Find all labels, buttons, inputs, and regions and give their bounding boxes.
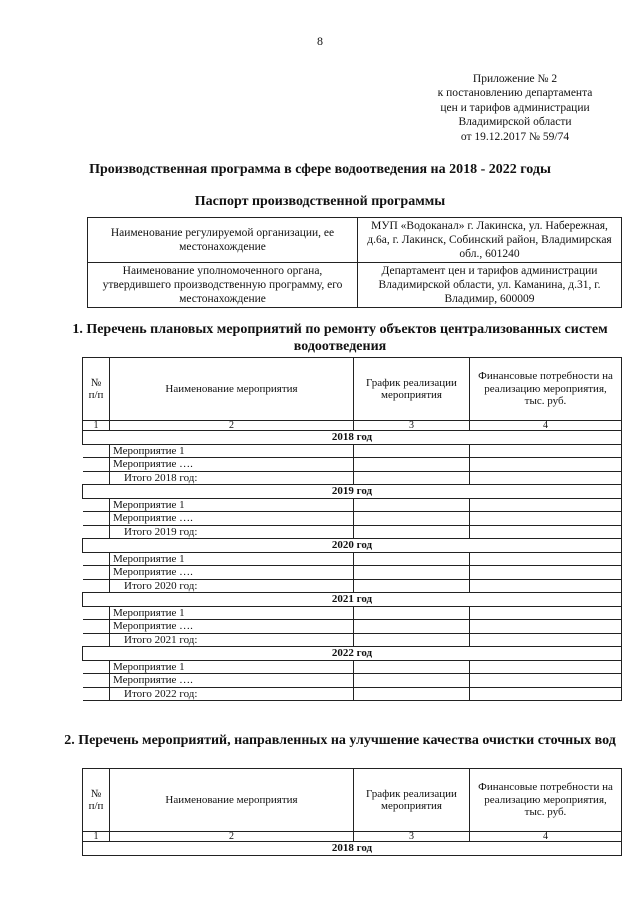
schedule-cell [354,512,470,526]
schedule-cell [354,566,470,580]
passport-label: Наименование регулируемой организации, ее местонахождение [88,218,358,263]
column-number: 2 [110,832,354,842]
schedule-cell [354,674,470,688]
row-number-cell [83,579,110,593]
activity-name: Мероприятие …. [110,620,354,634]
year-row [83,431,622,445]
row-number-cell [83,620,110,634]
column-number: 3 [354,832,470,842]
column-number-row [83,832,622,842]
year-row [83,647,622,661]
table-header-row [83,769,622,832]
schedule-cell [354,620,470,634]
total-row [83,633,622,647]
schedule-cell [354,633,470,647]
activity-name: Мероприятие 1 [110,552,354,566]
finance-cell [470,687,622,701]
total-label: Итого 2018 год: [110,471,354,485]
finance-cell [470,525,622,539]
year-label: 2021 год [83,593,622,607]
table-header-row [83,358,622,421]
row-number-cell [83,525,110,539]
column-number: 1 [83,421,110,431]
document-title: Производственная программа в сфере водоотведения на 2018 - 2022 годы [89,162,551,177]
table-row [83,674,622,688]
column-number: 1 [83,832,110,842]
row-number-cell [83,471,110,485]
appendix-line: от 19.12.2017 № 59/74 [460,130,570,143]
row-number-cell [83,498,110,512]
total-row [83,471,622,485]
finance-cell [470,606,622,620]
row-number-cell [83,458,110,472]
year-label: 2018 год [83,842,622,856]
row-number-cell [83,633,110,647]
activity-name: Мероприятие …. [110,674,354,688]
total-label: Итого 2019 год: [110,525,354,539]
schedule-cell [354,458,470,472]
year-row [83,539,622,553]
table-row [83,498,622,512]
passport-value: Департамент цен и тарифов администрации Владимирской области, ул. Каманина, д.31, г. Владимир, 600009 [358,263,622,308]
row-number-cell [83,566,110,580]
year-label: 2020 год [83,539,622,553]
schedule-cell [354,471,470,485]
column-number: 3 [354,421,470,431]
row-number-cell [83,606,110,620]
total-label: Итого 2021 год: [110,633,354,647]
header-cell: № п/п [83,769,110,832]
finance-cell [470,498,622,512]
table-row [83,620,622,634]
section2-table [82,768,622,856]
activity-name: Мероприятие 1 [110,606,354,620]
column-number: 2 [110,421,354,431]
passport-table [87,217,622,308]
year-row [83,485,622,499]
appendix-line: Владимирской области [458,116,572,129]
schedule-cell [354,498,470,512]
activity-name: Мероприятие …. [110,566,354,580]
table-row [83,660,622,674]
total-row [83,525,622,539]
schedule-cell [354,660,470,674]
activity-name: Мероприятие 1 [110,660,354,674]
table-row [83,552,622,566]
activity-name: Мероприятие 1 [110,498,354,512]
total-row [83,579,622,593]
table-row [83,512,622,526]
header-cell: Финансовые потребности на реализацию мероприятия, тыс. руб. [470,358,622,421]
header-cell: График реализации мероприятия [354,769,470,832]
finance-cell [470,579,622,593]
passport-label: Наименование уполномоченного органа, утвердившего производственную программу, его местонахождение [88,263,358,308]
appendix-line: к постановлению департамента [437,87,593,100]
header-cell: График реализации мероприятия [354,358,470,421]
table-row [88,263,622,308]
section1-table [82,357,622,701]
activity-name: Мероприятие 1 [110,444,354,458]
year-label: 2019 год [83,485,622,499]
row-number-cell [83,512,110,526]
row-number-cell [83,660,110,674]
row-number-cell [83,552,110,566]
section1-title: 1. Перечень плановых мероприятий по ремонту объектов централизованных систем водоотведения [72,322,608,354]
schedule-cell [354,606,470,620]
schedule-cell [354,579,470,593]
header-cell: Наименование мероприятия [110,769,354,832]
table-row [83,566,622,580]
total-row [83,687,622,701]
year-label: 2022 год [83,647,622,661]
year-label: 2018 год [83,431,622,445]
schedule-cell [354,687,470,701]
total-label: Итого 2020 год: [110,579,354,593]
finance-cell [470,512,622,526]
finance-cell [470,552,622,566]
section2-title: 2. Перечень мероприятий, направленных на улучшение качества очистки сточных вод [64,733,616,748]
column-number: 4 [470,832,622,842]
page-number: 8 [317,34,323,48]
finance-cell [470,633,622,647]
finance-cell [470,660,622,674]
schedule-cell [354,444,470,458]
schedule-cell [354,552,470,566]
table-row [83,444,622,458]
table-row [83,458,622,472]
row-number-cell [83,687,110,701]
appendix-line: цен и тарифов администрации [440,101,590,114]
finance-cell [470,444,622,458]
appendix-block [415,72,615,144]
appendix-line: Приложение № 2 [472,73,558,85]
table-row [83,606,622,620]
year-row [83,842,622,856]
column-number-row [83,421,622,431]
passport-title: Паспорт производственной программы [194,194,446,209]
schedule-cell [354,525,470,539]
finance-cell [470,458,622,472]
row-number-cell [83,444,110,458]
row-number-cell [83,674,110,688]
header-cell: Финансовые потребности на реализацию мероприятия, тыс. руб. [470,769,622,832]
finance-cell [470,471,622,485]
year-row [83,593,622,607]
header-cell: № п/п [83,358,110,421]
finance-cell [470,566,622,580]
activity-name: Мероприятие …. [110,458,354,472]
activity-name: Мероприятие …. [110,512,354,526]
header-cell: Наименование мероприятия [110,358,354,421]
column-number: 4 [470,421,622,431]
finance-cell [470,674,622,688]
finance-cell [470,620,622,634]
passport-value: МУП «Водоканал» г. Лакинска, ул. Набережная, д.6а, г. Лакинск, Собинский район, Владимирская обл., 601240 [358,218,622,263]
table-row [88,218,622,263]
total-label: Итого 2022 год: [110,687,354,701]
